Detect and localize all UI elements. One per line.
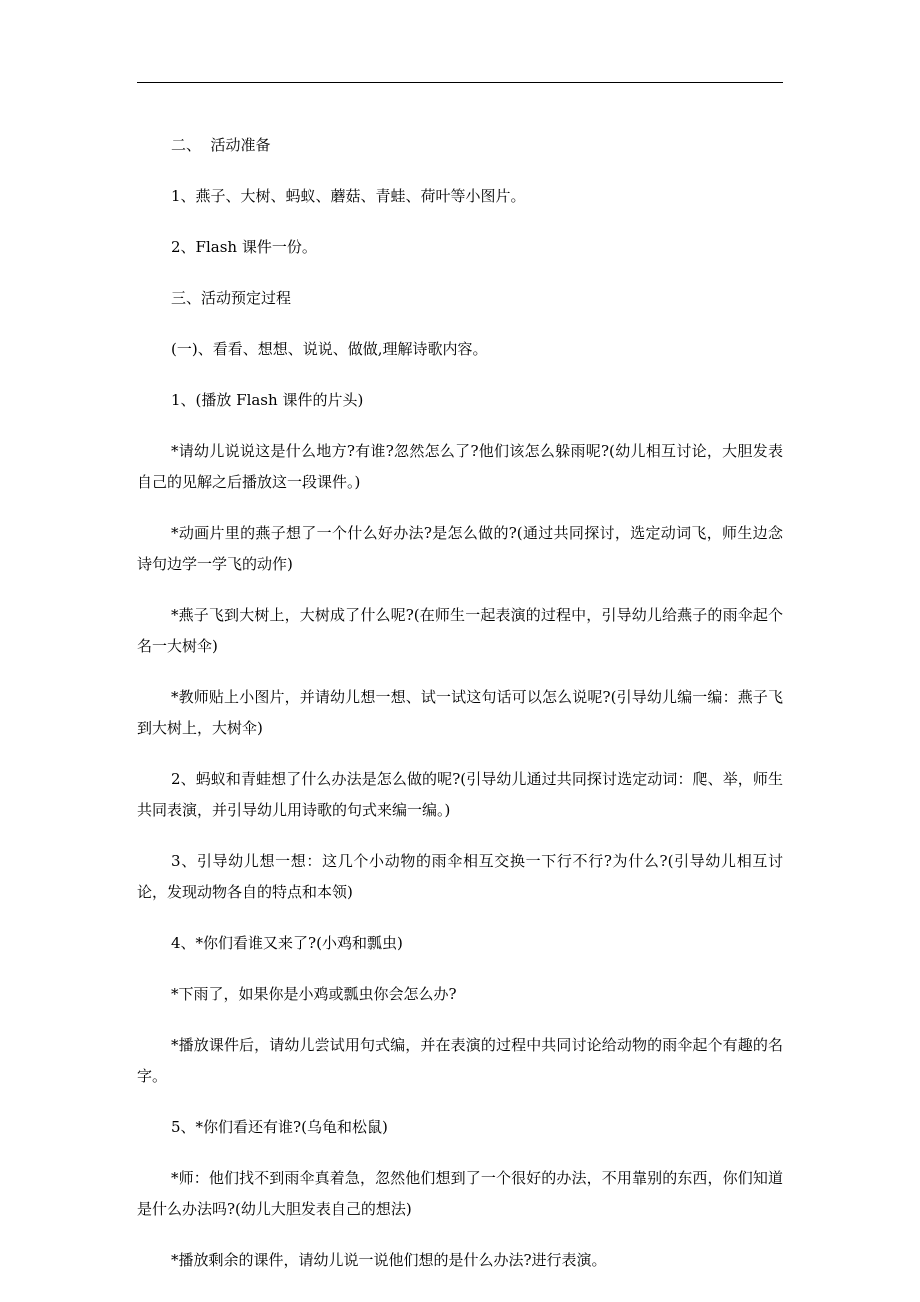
paragraph: 2、Flash 课件一份。 (171, 238, 317, 256)
paragraph: 1、(播放 Flash 课件的片头) (171, 391, 364, 409)
paragraph: *播放剩余的课件，请幼儿说一说他们想的是什么办法?进行表演。 (171, 1251, 607, 1269)
paragraph: *请幼儿说说这是什么地方?有谁?忽然怎么了?他们该怎么躲雨呢?(幼儿相互讨论，大胆发表自己的见解之后播放这一段课件。) (137, 442, 783, 491)
paragraph: 4、*你们看谁又来了?(小鸡和瓢虫) (171, 934, 403, 952)
paragraph: 3、引导幼儿想一想：这几个小动物的雨伞相互交换一下行不行?为什么?(引导幼儿相互讨论，发现动物各自的特点和本领) (137, 852, 783, 901)
paragraph: 2、蚂蚁和青蛙想了什么办法是怎么做的呢?(引导幼儿通过共同探讨选定动词：爬、举，师生共同表演，并引导幼儿用诗歌的句式来编一编。) (137, 770, 783, 819)
subsection-heading: (一)、看看、想想、说说、做做,理解诗歌内容。 (171, 340, 488, 358)
section-heading-process: 三、活动预定过程 (171, 289, 292, 307)
paragraph: *播放课件后，请幼儿尝试用句式编，并在表演的过程中共同讨论给动物的雨伞起个有趣的名字。 (137, 1036, 783, 1085)
header-rule (137, 82, 783, 83)
paragraph: 5、*你们看还有谁?(乌龟和松鼠) (171, 1118, 388, 1136)
paragraph: 1、燕子、大树、蚂蚁、蘑菇、青蛙、荷叶等小图片。 (171, 187, 526, 205)
paragraph: *动画片里的燕子想了一个什么好办法?是怎么做的?(通过共同探讨，选定动词飞，师生边念诗句边学一学飞的动作) (137, 524, 783, 573)
paragraph: *下雨了，如果你是小鸡或瓢虫你会怎么办? (171, 985, 457, 1003)
section-heading-preparation: 二、 活动准备 (171, 136, 271, 154)
paragraph: *教师贴上小图片，并请幼儿想一想、试一试这句话可以怎么说呢?(引导幼儿编一编：燕子飞到大树上，大树伞) (137, 688, 783, 737)
paragraph: *师：他们找不到雨伞真着急，忽然他们想到了一个很好的办法，不用靠别的东西，你们知道是什么办法吗?(幼儿大胆发表自己的想法) (137, 1169, 783, 1218)
document-body (137, 130, 783, 1276)
paragraph: *燕子飞到大树上，大树成了什么呢?(在师生一起表演的过程中，引导幼儿给燕子的雨伞起个名一大树伞) (137, 606, 783, 655)
